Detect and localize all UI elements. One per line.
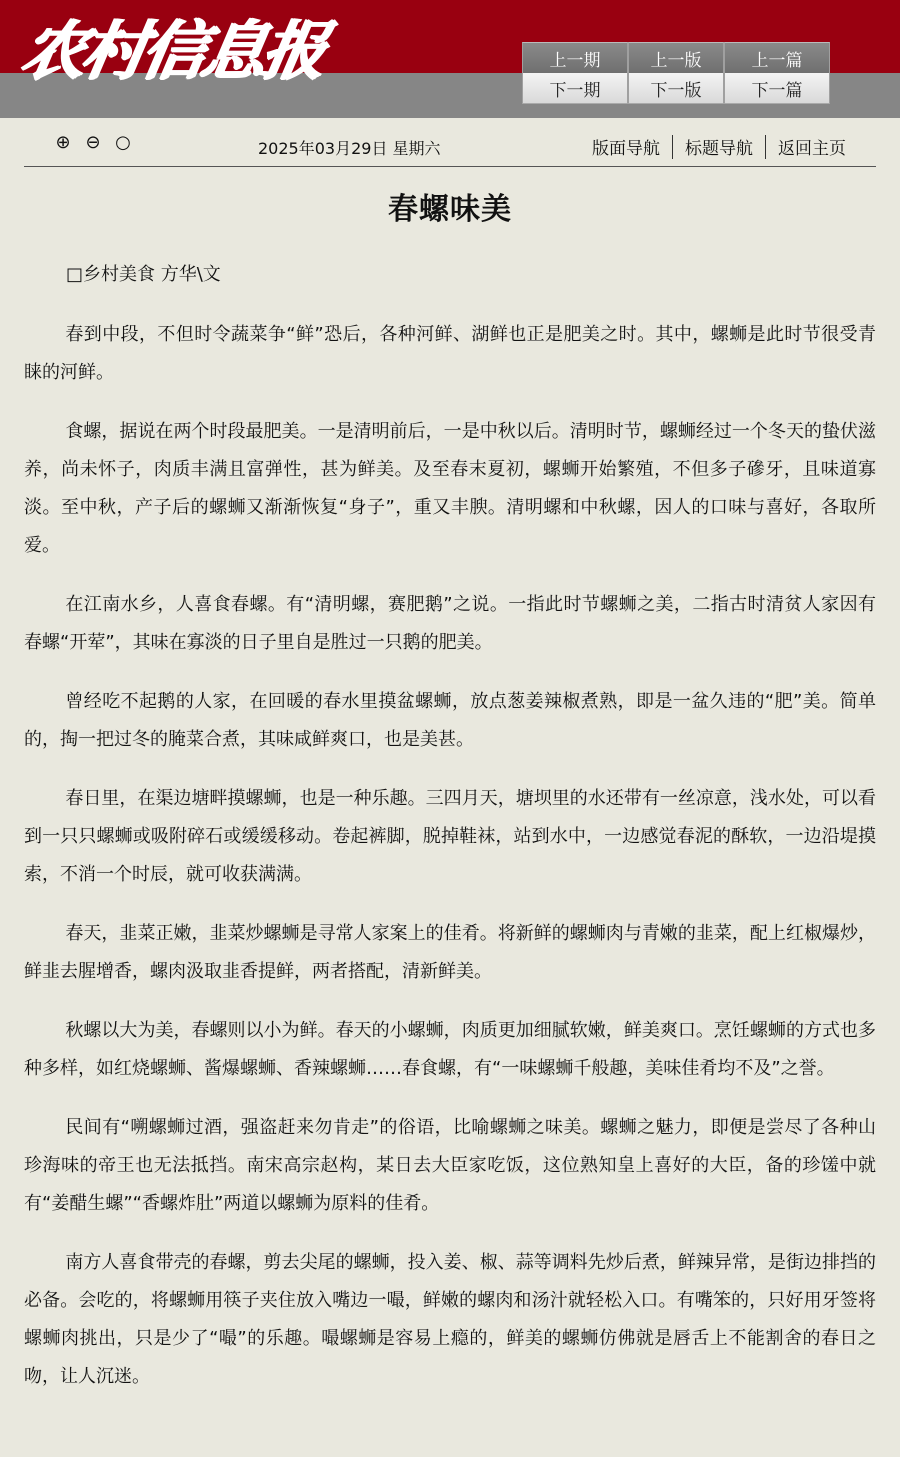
article-body xyxy=(24,256,876,1417)
issue-navigation xyxy=(522,42,830,104)
article-byline: □乡村美食 方华\文 xyxy=(66,264,221,285)
article-paragraph: 民间有“嗍螺蛳过酒，强盗赶来勿肯走”的俗语，比喻螺蛳之味美。螺蛳之魅力，即便是尝尽了各种山珍海味的帝王也无法抵挡。南宋高宗赵构，某日去大臣家吃饭，这位熟知皇上喜好的大臣，备的珍馐中就有“姜醋生螺”“香螺炸肚”两道以螺蛳为原料的佳肴。 xyxy=(24,1117,876,1214)
article-paragraph: 春天，韭菜正嫩，韭菜炒螺蛳是寻常人家案上的佳肴。将新鲜的螺蛳肉与青嫩的韭菜，配上红椒爆炒，鲜韭去腥增香，螺肉汲取韭香提鲜，两者搭配，清新鲜美。 xyxy=(24,923,876,982)
article-paragraph: 在江南水乡，人喜食春螺。有“清明螺，赛肥鹅”之说。一指此时节螺蛳之美，二指古时清贫人家因有春螺“开荤”，其味在寡淡的日子里自是胜过一只鹅的肥美。 xyxy=(24,594,876,653)
prev-page-button[interactable]: 上一版 xyxy=(628,42,724,73)
article-paragraph: 食螺，据说在两个时段最肥美。一是清明前后，一是中秋以后。清明时节，螺蛳经过一个冬天的蛰伏滋养，尚未怀子，肉质丰满且富弹性，甚为鲜美。及至春末夏初，螺蛳开始繁殖，不但多子磣牙，且味道寡淡。至中秋，产子后的螺蛳又渐渐恢复“身子”，重又丰腴。清明螺和中秋螺，因人的口味与喜好，各取所爱。 xyxy=(24,421,876,556)
next-issue-button[interactable]: 下一期 xyxy=(522,73,628,104)
masthead xyxy=(0,0,900,118)
article-paragraph: 春到中段，不但时令蔬菜争“鲜”恐后，各种河鲜、湖鲜也正是肥美之时。其中，螺蛳是此时节很受青睐的河鲜。 xyxy=(24,324,876,383)
next-article-button[interactable]: 下一篇 xyxy=(724,73,830,104)
prev-issue-button[interactable]: 上一期 xyxy=(522,42,628,73)
article-paragraph: 春日里，在渠边塘畔摸螺蛳，也是一种乐趣。三四月天，塘坝里的水还带有一丝凉意，浅水处，可以看到一只只螺蛳或吸附碎石或缓缓移动。卷起裤脚，脱掉鞋袜，站到水中，一边感觉春泥的酥软，一边沿堤摸索，不消一个时辰，就可收获满满。 xyxy=(24,788,876,885)
article-paragraph: 南方人喜食带壳的春螺，剪去尖尾的螺蛳，投入姜、椒、蒜等调料先炒后煮，鲜辣异常，是街边排挡的必备。会吃的，将螺蛳用筷子夹住放入嘴边一嘬，鲜嫩的螺肉和汤汁就轻松入口。有嘴笨的，只好用牙签将螺蛳肉挑出，只是少了“嘬”的乐趣。嘬螺蛳是容易上瘾的，鲜美的螺蛳仿佛就是唇舌上不能割舍的春日之吻，让人沉迷。 xyxy=(24,1252,876,1387)
issue-date: 2025年03月29日 星期六 xyxy=(258,139,441,158)
toolbar xyxy=(24,118,876,167)
article-title: 春螺味美 xyxy=(388,192,512,227)
zoom-controls xyxy=(54,134,132,152)
page-nav-link[interactable]: 版面导航 xyxy=(592,139,660,159)
article-paragraph: 曾经吃不起鹅的人家，在回暖的春水里摸盆螺蛳，放点葱姜辣椒煮熟，即是一盆久违的“肥”美。简单的，掏一把过冬的腌菜合煮，其味咸鲜爽口，也是美甚。 xyxy=(24,691,876,750)
zoom-in-icon[interactable]: ⊕ xyxy=(55,132,71,153)
prev-article-button[interactable]: 上一篇 xyxy=(724,42,830,73)
next-page-button[interactable]: 下一版 xyxy=(628,73,724,104)
zoom-out-icon[interactable]: ⊖ xyxy=(85,132,101,153)
newspaper-logo[interactable]: 农村信息报 xyxy=(15,14,329,89)
title-nav-link[interactable]: 标题导航 xyxy=(685,139,753,159)
toolbar-links xyxy=(580,134,858,159)
zoom-reset-icon[interactable]: ○ xyxy=(115,132,131,153)
home-link[interactable]: 返回主页 xyxy=(778,139,846,159)
article-paragraph: 秋螺以大为美，春螺则以小为鲜。春天的小螺蛳，肉质更加细腻软嫩，鲜美爽口。烹饪螺蛳的方式也多种多样，如红烧螺蛳、酱爆螺蛳、香辣螺蛳……春食螺，有“一味螺蛳千般趣，美味佳肴均不及”之誉。 xyxy=(24,1020,876,1079)
